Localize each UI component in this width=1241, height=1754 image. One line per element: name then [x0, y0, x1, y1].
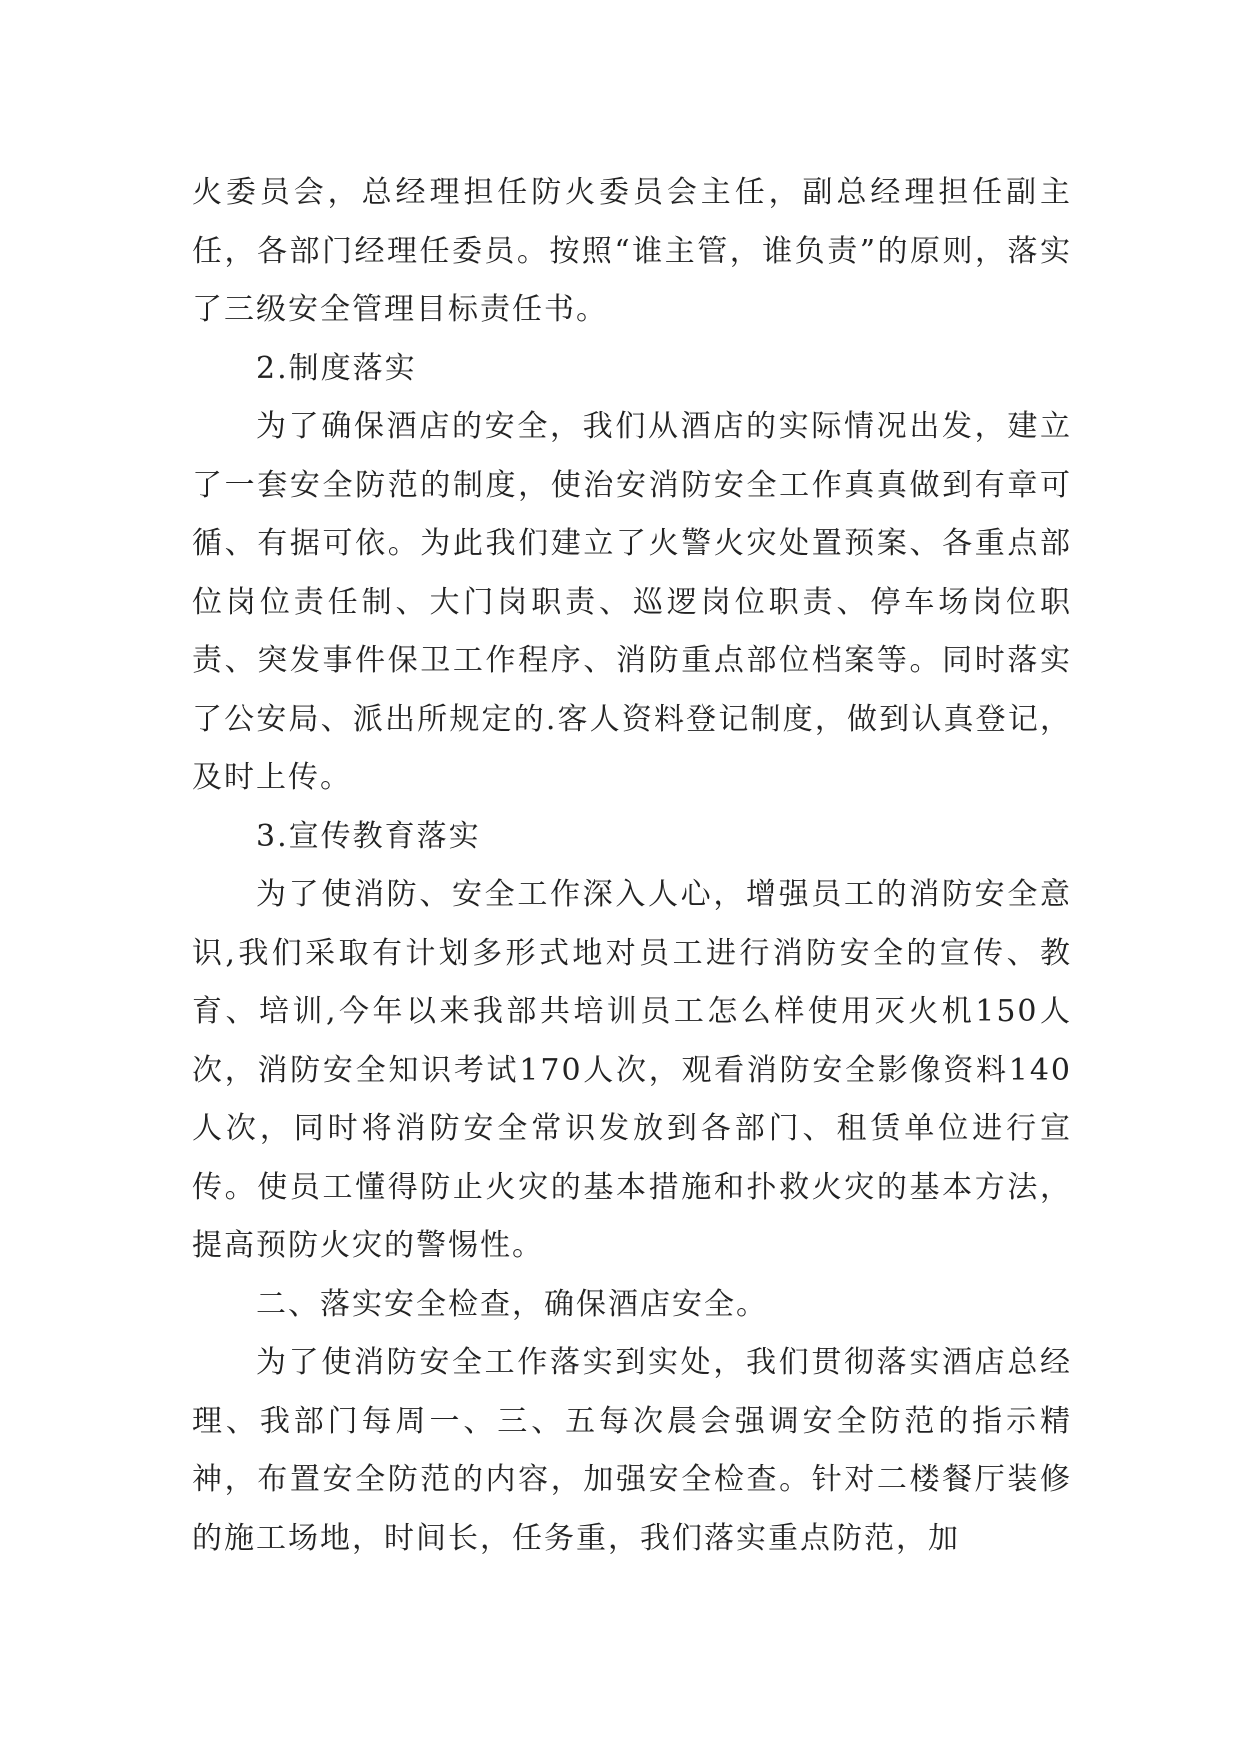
paragraph-committee-continuation: 火委员会，总经理担任防火委员会主任，副总经理担任副主任，各部门经理任委员。按照“谁主管，谁负责”的原则，落实了三级安全管理目标责任书。	[192, 175, 1072, 327]
heading-education-implementation: 3.宣传教育落实	[256, 818, 481, 854]
heading-safety-inspection: 二、落实安全检查，确保酒店安全。	[256, 1286, 768, 1322]
document-body	[192, 164, 1072, 1568]
paragraph-inspection: 为了使消防安全工作落实到实处，我们贯彻落实酒店总经理、我部门每周一、三、五每次晨会强调安全防范的指示精神，布置安全防范的内容，加强安全检查。针对二楼餐厅装修的施工场地，时间长，任务重，我们落实重点防范，加	[192, 1345, 1072, 1556]
paragraph-safety-system: 为了确保酒店的安全，我们从酒店的实际情况出发，建立了一套安全防范的制度，使治安消防安全工作真真做到有章可循、有据可依。为此我们建立了火警火灾处置预案、各重点部位岗位责任制、大门岗职责、巡逻岗位职责、停车场岗位职责、突发事件保卫工作程序、消防重点部位档案等。同时落实了公安局、派出所规定的.客人资料登记制度，做到认真登记，及时上传。	[192, 409, 1072, 795]
heading-system-implementation: 2.制度落实	[256, 350, 417, 386]
paragraph-training: 为了使消防、安全工作深入人心，增强员工的消防安全意识,我们采取有计划多形式地对员工进行消防安全的宣传、教育、培训,今年以来我部共培训员工怎么样使用灭火机150人次，消防安全知识考试170人次，观看消防安全影像资料140人次，同时将消防安全常识发放到各部门、租赁单位进行宣传。使员工懂得防止火灾的基本措施和扑救火灾的基本方法，提高预防火灾的警惕性。	[192, 877, 1072, 1263]
